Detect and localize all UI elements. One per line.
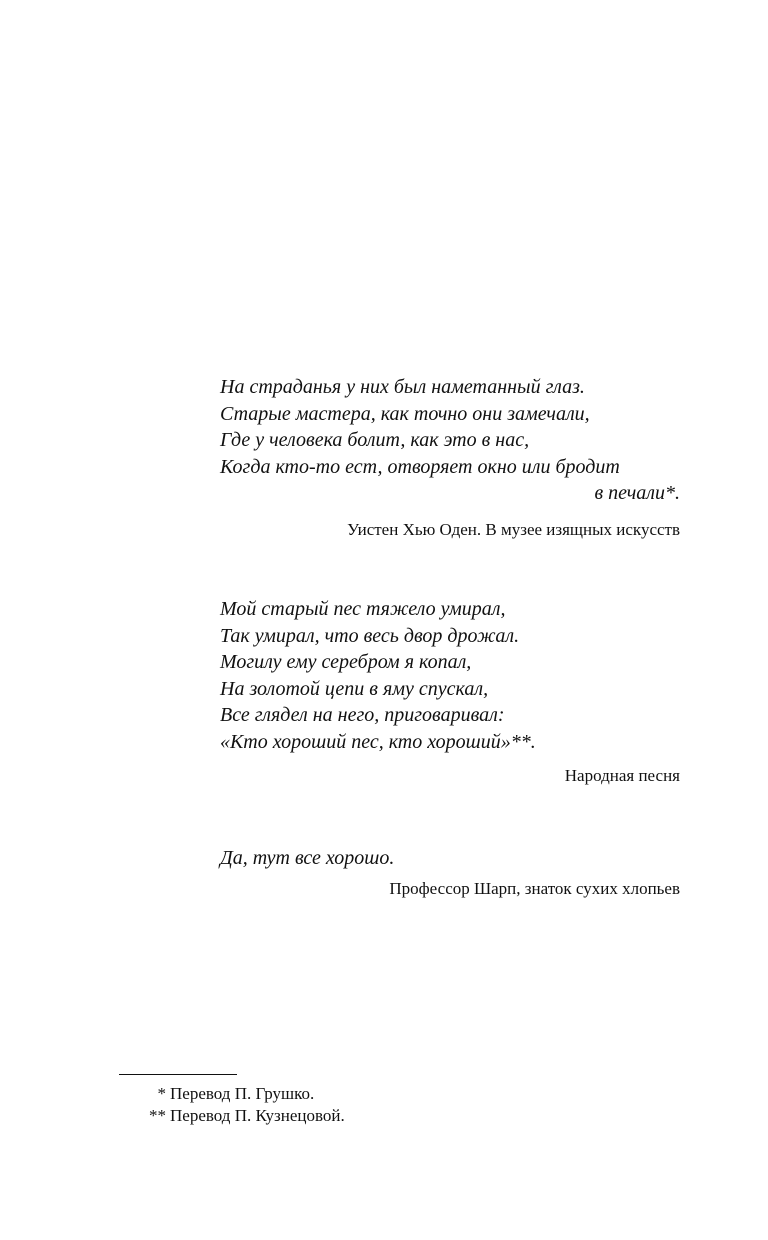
verse-line: Старые мастера, как точно они замечали, bbox=[220, 402, 590, 425]
epigraph-folk-song bbox=[220, 596, 680, 787]
verse-line-continuation: в печали*. bbox=[594, 482, 680, 504]
footnote bbox=[120, 1083, 520, 1105]
verse-line: Так умирал, что весь двор дрожал. bbox=[220, 624, 520, 647]
epigraph-attribution: Народная песня bbox=[564, 766, 680, 785]
verse-line: Да, тут все хорошо. bbox=[220, 847, 395, 869]
epigraph-professor-sharp bbox=[220, 845, 680, 900]
footnotes bbox=[120, 1083, 520, 1127]
verse-line: Когда кто-то ест, отворяет окно или бродит bbox=[220, 455, 620, 478]
footnote-text: Перевод П. Кузнецовой. bbox=[170, 1106, 345, 1125]
verse-line: Где у человека болит, как это в нас, bbox=[220, 429, 530, 451]
footnote-text: Перевод П. Грушко. bbox=[170, 1084, 315, 1103]
verse-line: На золотой цепи в яму спускал, bbox=[220, 677, 489, 700]
footnote-marker: ** bbox=[149, 1106, 166, 1125]
footnote-divider bbox=[119, 1074, 237, 1075]
epigraph-attribution: Уистен Хью Оден. В музее изящных искусств bbox=[347, 519, 680, 539]
epigraph-auden bbox=[220, 374, 680, 541]
epigraph-attribution: Профессор Шарп, знаток сухих хлопьев bbox=[389, 878, 680, 898]
verse-line: «Кто хороший пес, кто хороший»**. bbox=[220, 730, 536, 753]
verse-line: Мой старый пес тяжело умирал, bbox=[220, 598, 506, 620]
verse-line: На страданья у них был наметанный глаз. bbox=[220, 376, 585, 398]
verse-line: Все глядел на него, приговаривал: bbox=[220, 704, 505, 726]
footnote-marker: * bbox=[157, 1084, 166, 1103]
footnote bbox=[120, 1105, 520, 1127]
verse-line: Могилу ему серебром я копал, bbox=[220, 651, 472, 673]
